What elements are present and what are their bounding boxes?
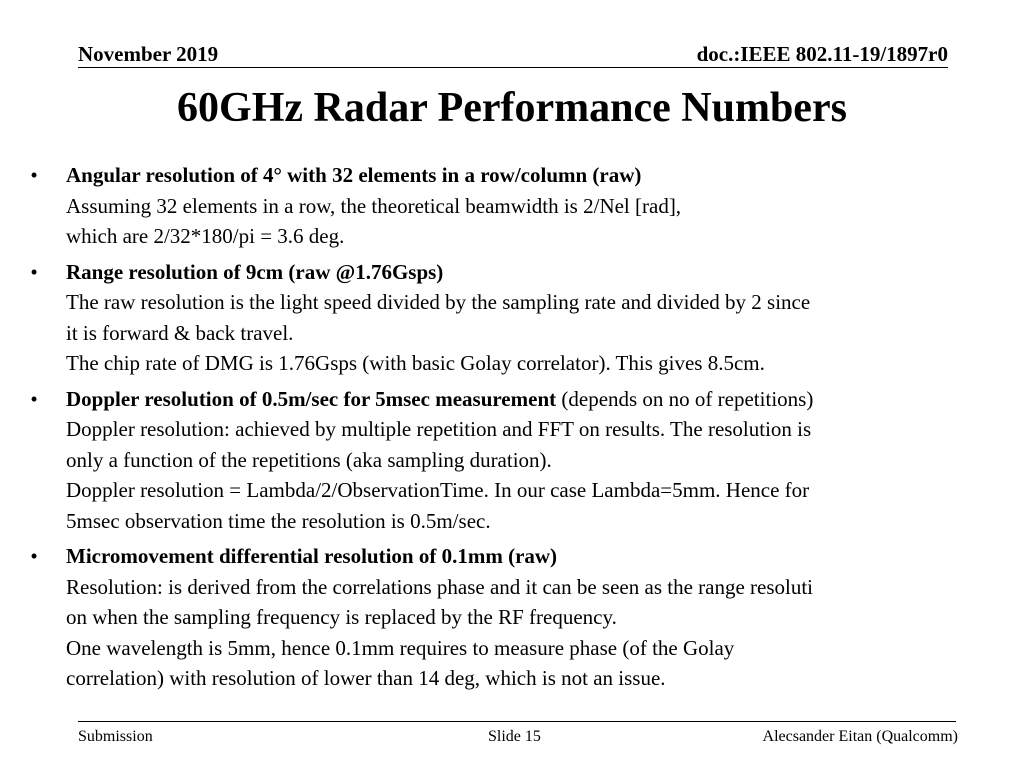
bullet-title: Range resolution of 9cm (raw @1.76Gsps)	[66, 259, 444, 284]
bullet-text-line: Resolution: is derived from the correlations phase and it can be seen as the range resoluti	[66, 574, 814, 599]
bullet-text-line: Doppler resolution = Lambda/2/ObservationTime. In our case Lambda=5mm. Hence for	[66, 478, 810, 502]
footer-submission: Submission	[78, 728, 153, 745]
slide-title: 60GHz Radar Performance Numbers	[177, 85, 847, 131]
bullet-dot-icon: •	[30, 386, 38, 411]
bullet-micromovement-resolution	[26, 541, 996, 694]
header-date: November 2019	[78, 42, 219, 66]
header-doc-id: doc.:IEEE 802.11-19/1897r0	[696, 42, 948, 66]
bullet-range-resolution	[26, 257, 996, 379]
bullet-text-line: Assuming 32 elements in a row, the theoretical beamwidth is 2/Nel [rad],	[66, 193, 682, 218]
bullet-title: Micromovement differential resolution of 0.1mm (raw)	[66, 544, 558, 568]
header-divider	[78, 67, 948, 68]
bullet-list	[26, 160, 996, 699]
bullet-doppler-resolution	[26, 384, 996, 537]
bullet-heading	[66, 541, 996, 572]
footer-divider	[78, 721, 956, 722]
bullet-heading	[66, 257, 996, 288]
bullet-text-line: it is forward & back travel.	[66, 320, 294, 345]
bullet-text-line: which are 2/32*180/pi = 3.6 deg.	[66, 224, 345, 248]
bullet-title-suffix: (depends on no of repetitions)	[556, 386, 814, 411]
bullet-dot-icon: •	[30, 163, 38, 187]
bullet-text-line: only a function of the repetitions (aka sampling duration).	[66, 447, 552, 472]
bullet-dot-icon: •	[30, 259, 38, 284]
bullet-heading	[66, 384, 996, 415]
bullet-text-line: The raw resolution is the light speed divided by the sampling rate and divided by 2 since	[66, 290, 811, 314]
bullet-text-line: The chip rate of DMG is 1.76Gsps (with basic Golay correlator). This gives 8.5cm.	[66, 351, 765, 375]
footer-slide-number: Slide 15	[488, 728, 541, 745]
footer-author: Alecsander Eitan (Qualcomm)	[762, 728, 958, 745]
bullet-title: Doppler resolution of 0.5m/sec for 5msec measurement	[66, 386, 557, 411]
bullet-heading	[66, 160, 996, 191]
bullet-angular-resolution	[26, 160, 996, 252]
bullet-text-line: Doppler resolution: achieved by multiple repetition and FFT on results. The resolution is	[66, 417, 812, 441]
bullet-title: Angular resolution of 4° with 32 elements in a row/column (raw)	[66, 163, 642, 187]
bullet-text-line: 5msec observation time the resolution is 0.5m/sec.	[66, 508, 491, 533]
bullet-text-line: correlation) with resolution of lower than 14 deg, which is not an issue.	[66, 666, 666, 690]
bullet-text-line: One wavelength is 5mm, hence 0.1mm requires to measure phase (of the Golay	[66, 635, 735, 660]
bullet-dot-icon: •	[30, 544, 38, 568]
bullet-text-line: on when the sampling frequency is replaced by the RF frequency.	[66, 605, 617, 629]
